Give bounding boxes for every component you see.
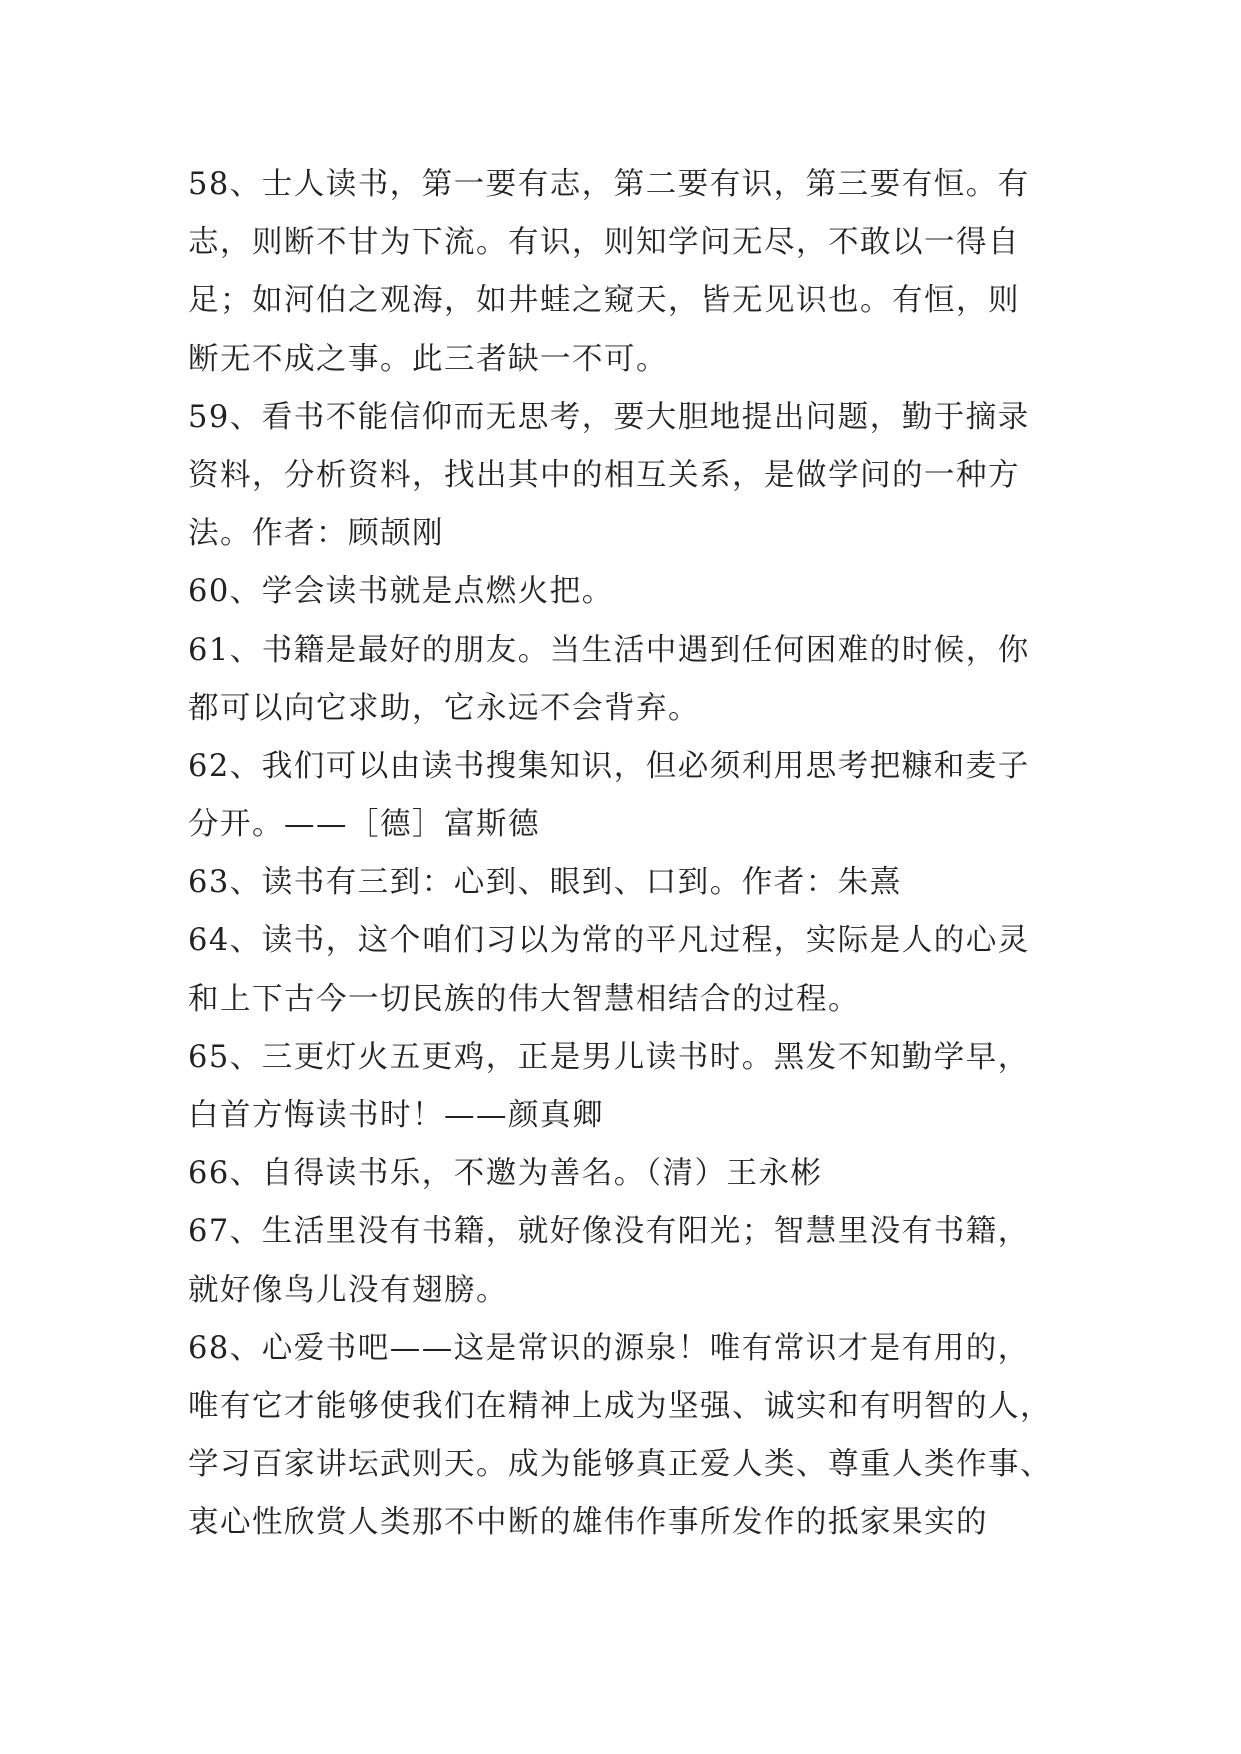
text-line: 68、心爱书吧——这是常识的源泉！唯有常识才是有用的， bbox=[188, 1330, 1030, 1366]
text-line: 都可以向它求助，它永远不会背弃。 bbox=[188, 690, 700, 726]
document-body bbox=[188, 156, 1068, 1553]
text-line: 就好像鸟儿没有翅膀。 bbox=[188, 1272, 508, 1308]
text-line: 唯有它才能够使我们在精神上成为坚强、诚实和有明智的人， bbox=[188, 1388, 1052, 1424]
text-line: 66、自得读书乐，不邀为善名。（清）王永彬 bbox=[188, 1156, 823, 1192]
text-line: 足；如河伯之观海，如井蛙之窥天，皆无见识也。有恒，则 bbox=[188, 283, 1020, 319]
text-line: 65、三更灯火五更鸡，正是男儿读书时。黑发不知勤学早， bbox=[188, 1039, 1030, 1075]
text-line: 60、学会读书就是点燃火把。 bbox=[188, 574, 614, 610]
text-line: 和上下古今一切民族的伟大智慧相结合的过程。 bbox=[188, 981, 860, 1017]
text-line: 67、生活里没有书籍，就好像没有阳光；智慧里没有书籍， bbox=[188, 1214, 1030, 1250]
text-line: 58、士人读书，第一要有志，第二要有识，第三要有恒。有 bbox=[188, 167, 1030, 202]
text-line: 62、我们可以由读书搜集知识，但必须利用思考把糠和麦子 bbox=[188, 748, 1030, 784]
text-line: 志，则断不甘为下流。有识，则知学问无尽，不敢以一得自 bbox=[188, 225, 1020, 261]
text-line: 法。作者：顾颉刚 bbox=[188, 516, 444, 552]
text-line: 断无不成之事。此三者缺一不可。 bbox=[188, 341, 668, 377]
text-line: 白首方悔读书时！——颜真卿 bbox=[188, 1098, 604, 1133]
text-line: 59、看书不能信仰而无思考，要大胆地提出问题，勤于摘录 bbox=[188, 399, 1030, 435]
text-line: 学习百家讲坛武则天。成为能够真正爱人类、尊重人类作事、 bbox=[188, 1447, 1052, 1483]
text-line: 64、读书，这个咱们习以为常的平凡过程，实际是人的心灵 bbox=[188, 923, 1030, 959]
text-line: 63、读书有三到：心到、眼到、口到。作者：朱熹 bbox=[188, 865, 902, 901]
text-line: 分开。——［德］富斯德 bbox=[188, 807, 540, 843]
text-line: 资料，分析资料，找出其中的相互关系，是做学问的一种方 bbox=[188, 457, 1020, 493]
text-line: 衷心性欣赏人类那不中断的雄伟作事所发作的抵家果实的 bbox=[188, 1505, 988, 1541]
text-line: 61、书籍是最好的朋友。当生活中遇到任何困难的时候，你 bbox=[188, 632, 1030, 668]
